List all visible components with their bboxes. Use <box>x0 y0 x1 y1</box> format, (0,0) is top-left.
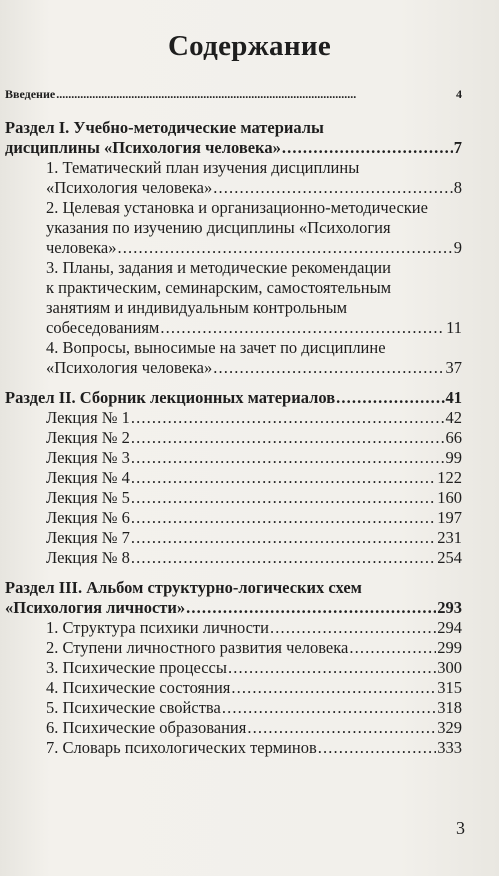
dot-leader <box>131 508 436 528</box>
toc-entry-lecture-1: Лекция № 1 . . . 42 <box>46 408 462 428</box>
dot-leader <box>213 178 453 198</box>
dot-leader <box>131 528 436 548</box>
scheme-list <box>5 618 462 758</box>
section-3-heading: Раздел III. Альбом структурно-логических схем <box>5 578 362 597</box>
dot-leader <box>186 598 436 618</box>
dot-leader <box>131 448 445 468</box>
toc-entry-lecture-5: Лекция № 5 . . . 160 <box>46 488 462 508</box>
toc-entry-lecture-6: Лекция № 6 . . . 197 <box>46 508 462 528</box>
dot-leader <box>160 318 445 338</box>
page-title: Содержание <box>167 30 332 62</box>
dot-leader <box>318 738 436 758</box>
page-number: 3 <box>456 818 465 838</box>
toc-entry-page: 11 <box>446 318 462 337</box>
dot-leader <box>336 388 444 408</box>
toc-entry-page: 37 <box>445 358 462 377</box>
toc-entry-3-5: 5. Психические свойства . . . 318 <box>46 698 462 718</box>
toc-entry-3-7: 7. Словарь психологических терминов . . . 333 <box>46 738 462 758</box>
toc-entry-intro <box>5 84 462 104</box>
toc-entry-3-2: 2. Ступени личностного развития человека . . . 299 <box>46 638 462 658</box>
dot-leader <box>131 488 436 508</box>
dot-leader <box>247 718 436 738</box>
dot-leader <box>270 618 436 638</box>
toc-entry-page: 41 <box>445 388 462 407</box>
section-3-heading-cont: «Психология личности» . . . 293 <box>5 598 462 618</box>
dot-leader <box>131 428 445 448</box>
toc-entry-1-1: 1. Тематический план изучения дисциплины «Психология человека» . . . 8 <box>5 158 462 198</box>
dot-leader <box>131 548 436 568</box>
toc-entry-lecture-2: Лекция № 2 . . . 66 <box>46 428 462 448</box>
dot-leader <box>349 638 436 658</box>
dot-leader <box>56 84 455 104</box>
dot-leader <box>231 678 436 698</box>
toc-entry-page: 9 <box>453 238 462 257</box>
dot-leader <box>213 358 444 378</box>
table-of-contents <box>5 84 462 758</box>
toc-entry-3-6: 6. Психические образования . . . 329 <box>46 718 462 738</box>
toc-entry-3-1: 1. Структура психики личности . . . 294 <box>46 618 462 638</box>
section-1-heading-cont: дисциплины «Психология человека» . . . 7 <box>5 138 462 158</box>
toc-entry-page: 4 <box>456 87 462 101</box>
section-1-heading: Раздел I. Учебно-методические материалы <box>5 118 324 137</box>
toc-entry-label: Введение <box>5 87 56 101</box>
toc-entry-page: 8 <box>453 178 462 197</box>
toc-entry-1-2: 2. Целевая установка и организационно-методические указания по изучению дисциплины «Психология человека» . . . 9 <box>5 198 462 258</box>
dot-leader <box>282 138 453 158</box>
lecture-list <box>5 408 462 568</box>
toc-entry-lecture-7: Лекция № 7 . . . 231 <box>46 528 462 548</box>
dot-leader <box>131 468 436 488</box>
toc-entry-1-4: 4. Вопросы, выносимые на зачет по дисциплине «Психология человека» . . . 37 <box>5 338 462 378</box>
toc-entry-lecture-4: Лекция № 4 . . . 122 <box>46 468 462 488</box>
dot-leader <box>222 698 436 718</box>
dot-leader <box>228 658 436 678</box>
toc-entry-page: 7 <box>453 138 462 157</box>
dot-leader <box>117 238 452 258</box>
toc-entry-3-3: 3. Психические процессы . . . 300 <box>46 658 462 678</box>
toc-entry-page: 293 <box>437 598 462 617</box>
dot-leader <box>131 408 445 428</box>
toc-entry-1-3: 3. Планы, задания и методические рекомендации к практическим, семинарским, самостоятельным занятиям и индивидуальным контрольным собеседованиям . . . 11 <box>5 258 462 338</box>
toc-entry-3-4: 4. Психические состояния . . . 315 <box>46 678 462 698</box>
toc-entry-lecture-3: Лекция № 3 . . . 99 <box>46 448 462 468</box>
section-2-heading: Раздел II. Сборник лекционных материалов . . . 41 <box>5 388 462 408</box>
toc-entry-lecture-8: Лекция № 8 . . . 254 <box>46 548 462 568</box>
